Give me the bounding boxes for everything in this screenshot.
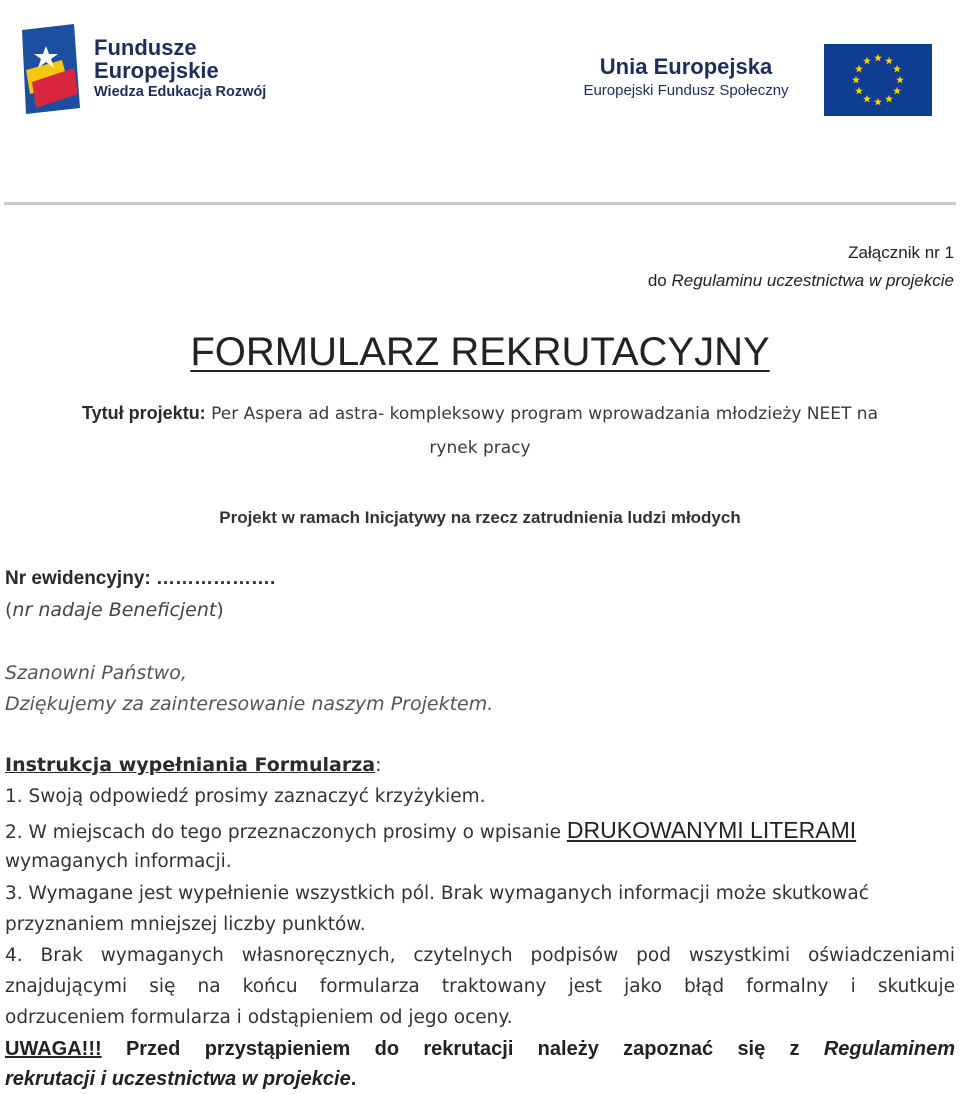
instruction-item-3: 3. Wymagane jest wypełnienie wszystkich pól. Brak wymaganych informacji może skutkować (5, 883, 869, 904)
note-text: nr nadaje Beneficjent (12, 599, 217, 621)
warning-regulation-name: Regulaminem (823, 1038, 955, 1060)
fe-logo-mark-icon (22, 24, 86, 114)
fe-logo-line-1: Fundusze (94, 35, 197, 60)
instruction-item-4: 4. Brak wymaganych własnoręcznych, czytelnych podpisów pod wszystkimi oświadczeniami (5, 945, 955, 966)
warning-note (5, 1038, 955, 1061)
instruction-item-2-continued: wymaganych informacji. (5, 851, 232, 872)
registration-number-field: Nr ewidencyjny: ………………. (5, 568, 276, 589)
fundusze-europejskie-logo (22, 22, 292, 118)
greeting-thanks: Dziękujemy za zainteresowanie naszym Projektem. (5, 693, 494, 715)
form-title (0, 330, 960, 375)
fe-logo-tagline: Wiedza Edukacja Rozwój (94, 84, 267, 101)
initiative-subtitle: Projekt w ramach Inicjatywy na rzecz zatrudnienia ludzi młodych (219, 508, 741, 527)
instruction-item-1: 1. Swoją odpowiedź prosimy zaznaczyć krzyżykiem. (5, 786, 486, 807)
instruction-item-4-continued: znajdującymi się na końcu formularza traktowany jest jako błąd formalny i skutkuje (5, 976, 955, 997)
unia-europejska-logo (570, 44, 940, 118)
warning-label: UWAGA!!! (5, 1038, 102, 1060)
instruction-item-2 (5, 817, 856, 844)
ue-logo-line-1: Unia Europejska (599, 54, 773, 79)
annex-reference (648, 271, 954, 291)
form-title-text: FORMULARZ REKRUTACYJNY (190, 330, 770, 374)
greeting-salutation: Szanowni Państwo, (5, 662, 187, 684)
instruction-item-3-continued: przyznaniem mniejszej liczby punktów. (5, 914, 366, 935)
annex-reference-title: Regulaminu uczestnictwa w projekcie (671, 271, 954, 290)
project-title-label: Tytuł projektu: (82, 403, 206, 423)
header-divider (4, 202, 956, 205)
warning-period: . (350, 1068, 357, 1090)
registration-number-note (5, 599, 224, 621)
ue-logo-line-2: Europejski Fundusz Społeczny (583, 82, 789, 99)
eu-flag-icon (824, 44, 932, 116)
fe-logo-line-2: Europejskie (94, 58, 219, 84)
project-name-line-2: rynek pracy (429, 438, 531, 458)
instruction-item-2-text: 2. W miejscach do tego przeznaczonych prosimy o wpisanie (5, 822, 567, 843)
annex-reference-prefix: do (647, 271, 672, 290)
project-title (0, 396, 960, 465)
instructions-heading (5, 754, 382, 776)
annex-number: Załącznik nr 1 (848, 243, 954, 262)
warning-note-continued (5, 1068, 356, 1091)
warning-regulation-name-continued: rekrutacji i uczestnictwa w projekcie (5, 1068, 351, 1090)
instruction-item-2-caps: DRUKOWANYMI LITERAMI (566, 817, 857, 843)
warning-text: Przed przystąpieniem do rekrutacji należy zapoznać się z (101, 1038, 824, 1060)
instructions-heading-text: Instrukcja wypełniania Formularza (5, 754, 376, 776)
note-paren-open: ( (5, 599, 13, 621)
project-name-line-1: Per Aspera ad astra- kompleksowy program wprowadzania młodzieży NEET na (205, 404, 878, 424)
instructions-heading-colon: : (375, 754, 382, 776)
note-paren-close: ) (216, 599, 224, 621)
instruction-item-4-end: odrzuceniem formularza i odstąpieniem od jego oceny. (5, 1007, 513, 1028)
